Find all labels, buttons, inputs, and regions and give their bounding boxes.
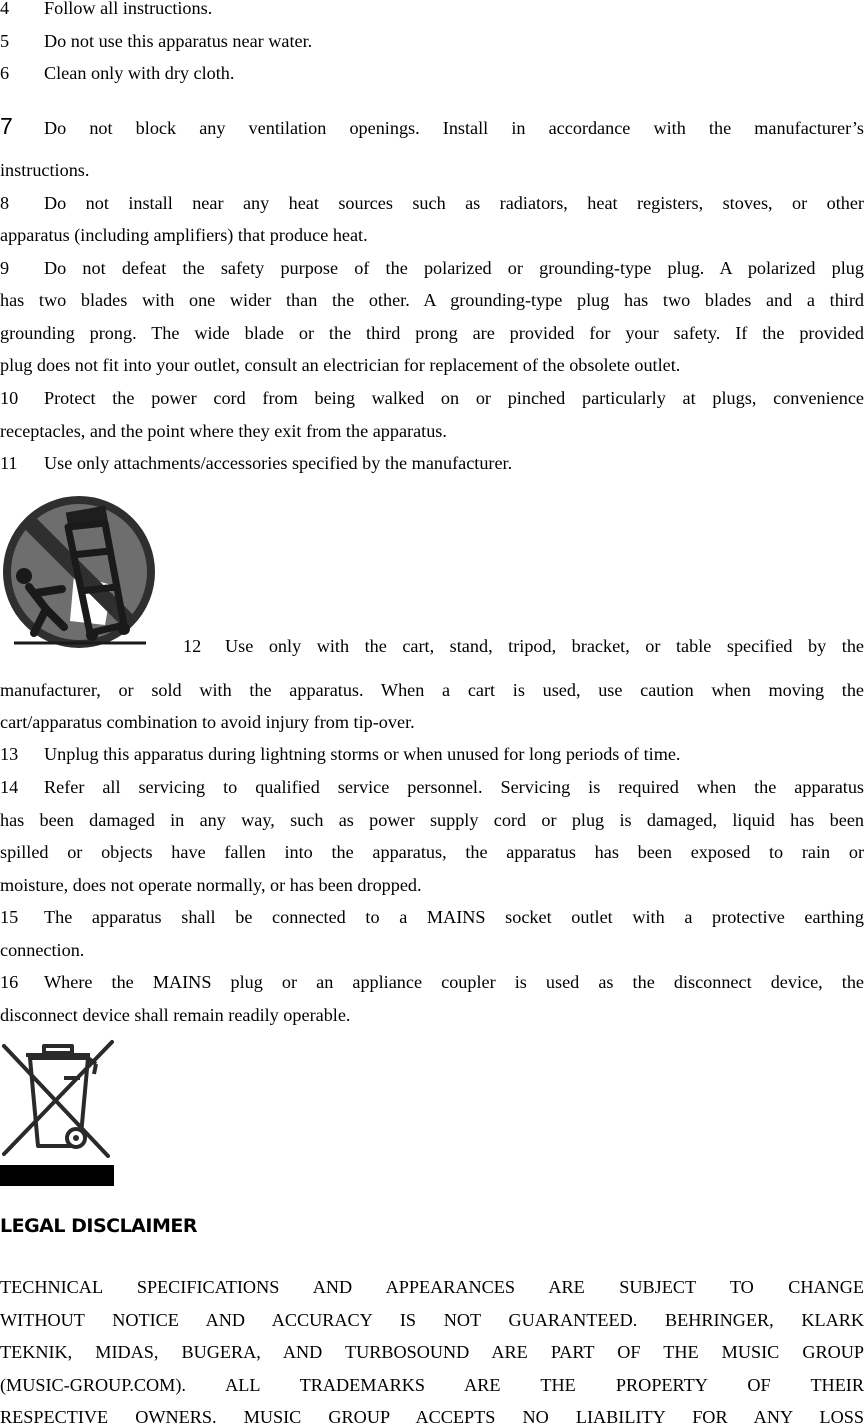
item-11 [0,452,864,474]
crossed-out-wheelie-bin-icon [0,1038,116,1188]
legal-line-1: TECHNICAL SPECIFICATIONS AND APPEARANCES ARE SUBJECT TO CHANGE [0,1277,864,1297]
item-text: The apparatus shall be connected to a MAINS socket outlet with a protective earthing [44,907,864,927]
item-16-line-1 [0,971,864,993]
item-16-line-2: disconnect device shall remain readily operable. [0,1005,351,1025]
item-9-line-2: has two blades with one wider than the other. A grounding-type plug has two blades and a third [0,290,864,310]
item-14-line-4: moisture, does not operate normally, or has been dropped. [0,875,422,895]
item-14-line-2: has been damaged in any way, such as power supply cord or plug is damaged, liquid has been [0,810,864,830]
item-text: Do not use this apparatus near water. [44,31,313,51]
item-5 [0,30,864,52]
item-6 [0,62,864,84]
item-text: Protect the power cord from being walked on or pinched particularly at plugs, convenience [44,388,864,408]
item-text: Use only attachments/accessories specified by the manufacturer. [44,453,513,473]
legal-line-5: RESPECTIVE OWNERS. MUSIC GROUP ACCEPTS NO LIABILITY FOR ANY LOSS [0,1407,864,1427]
item-4 [0,0,864,19]
item-15-line-1 [0,906,864,928]
item-number: 11 [0,453,18,473]
item-14-line-3: spilled or objects have fallen into the apparatus, the apparatus has been exposed to rain or [0,842,864,862]
item-number: 15 [0,907,19,927]
item-number: 5 [0,31,10,51]
item-9-line-1 [0,257,864,279]
item-text: Where the MAINS plug or an appliance coupler is used as the disconnect device, the [44,972,864,992]
item-number: 4 [0,0,10,18]
legal-line-4: (MUSIC-GROUP.COM). ALL TRADEMARKS ARE THE PROPERTY OF THEIR [0,1375,864,1395]
item-text: Do not defeat the safety purpose of the polarized or grounding-type plug. A polarized plug [44,258,864,278]
item-13 [0,743,864,765]
item-10-line-2: receptacles, and the point where they exit from the apparatus. [0,421,447,441]
item-8-line-1 [0,192,864,214]
item-number: 9 [0,258,10,278]
item-text: Unplug this apparatus during lightning storms or when unused for long periods of time. [44,744,681,764]
item-12-line-3: cart/apparatus combination to avoid injury from tip-over. [0,712,415,732]
cart-tip-over-warning-icon [0,493,162,655]
legal-line-3: TEKNIK, MIDAS, BUGERA, AND TURBOSOUND ARE PART OF THE MUSIC GROUP [0,1342,864,1362]
item-7-line-1 [0,115,864,139]
item-8-line-2: apparatus (including amplifiers) that produce heat. [0,225,368,245]
item-number: 8 [0,193,10,213]
item-12-line-1 [183,635,864,657]
item-number: 14 [0,777,19,797]
item-number: 7 [0,113,13,139]
item-text: Clean only with dry cloth. [44,63,235,83]
item-text: Follow all instructions. [44,0,213,18]
item-text: Do not install near any heat sources such as radiators, heat registers, stoves, or other [44,193,864,213]
item-15-line-2: connection. [0,940,85,960]
item-text: Do not block any ventilation openings. Install in accordance with the manufacturer’s [44,118,864,138]
item-12-line-2: manufacturer, or sold with the apparatus. When a cart is used, use caution when moving the [0,680,864,700]
item-7-line-2: instructions. [0,160,90,180]
item-9-line-3: grounding prong. The wide blade or the third prong are provided for your safety. If the provided [0,323,864,343]
item-text: Refer all servicing to qualified service personnel. Servicing is required when the apparatus [44,777,864,797]
legal-disclaimer-heading: LEGAL DISCLAIMER [0,1215,197,1237]
legal-line-2: WITHOUT NOTICE AND ACCURACY IS NOT GUARANTEED. BEHRINGER, KLARK [0,1310,864,1330]
item-number: 16 [0,972,19,992]
item-number: 13 [0,744,19,764]
item-number: 6 [0,63,10,83]
item-text: Use only with the cart, stand, tripod, bracket, or table specified by the [225,636,864,656]
item-number: 10 [0,388,19,408]
item-9-line-4: plug does not fit into your outlet, consult an electrician for replacement of the obsolete outlet. [0,355,681,375]
item-14-line-1 [0,776,864,798]
item-number: 12 [183,636,202,656]
item-10-line-1 [0,387,864,409]
